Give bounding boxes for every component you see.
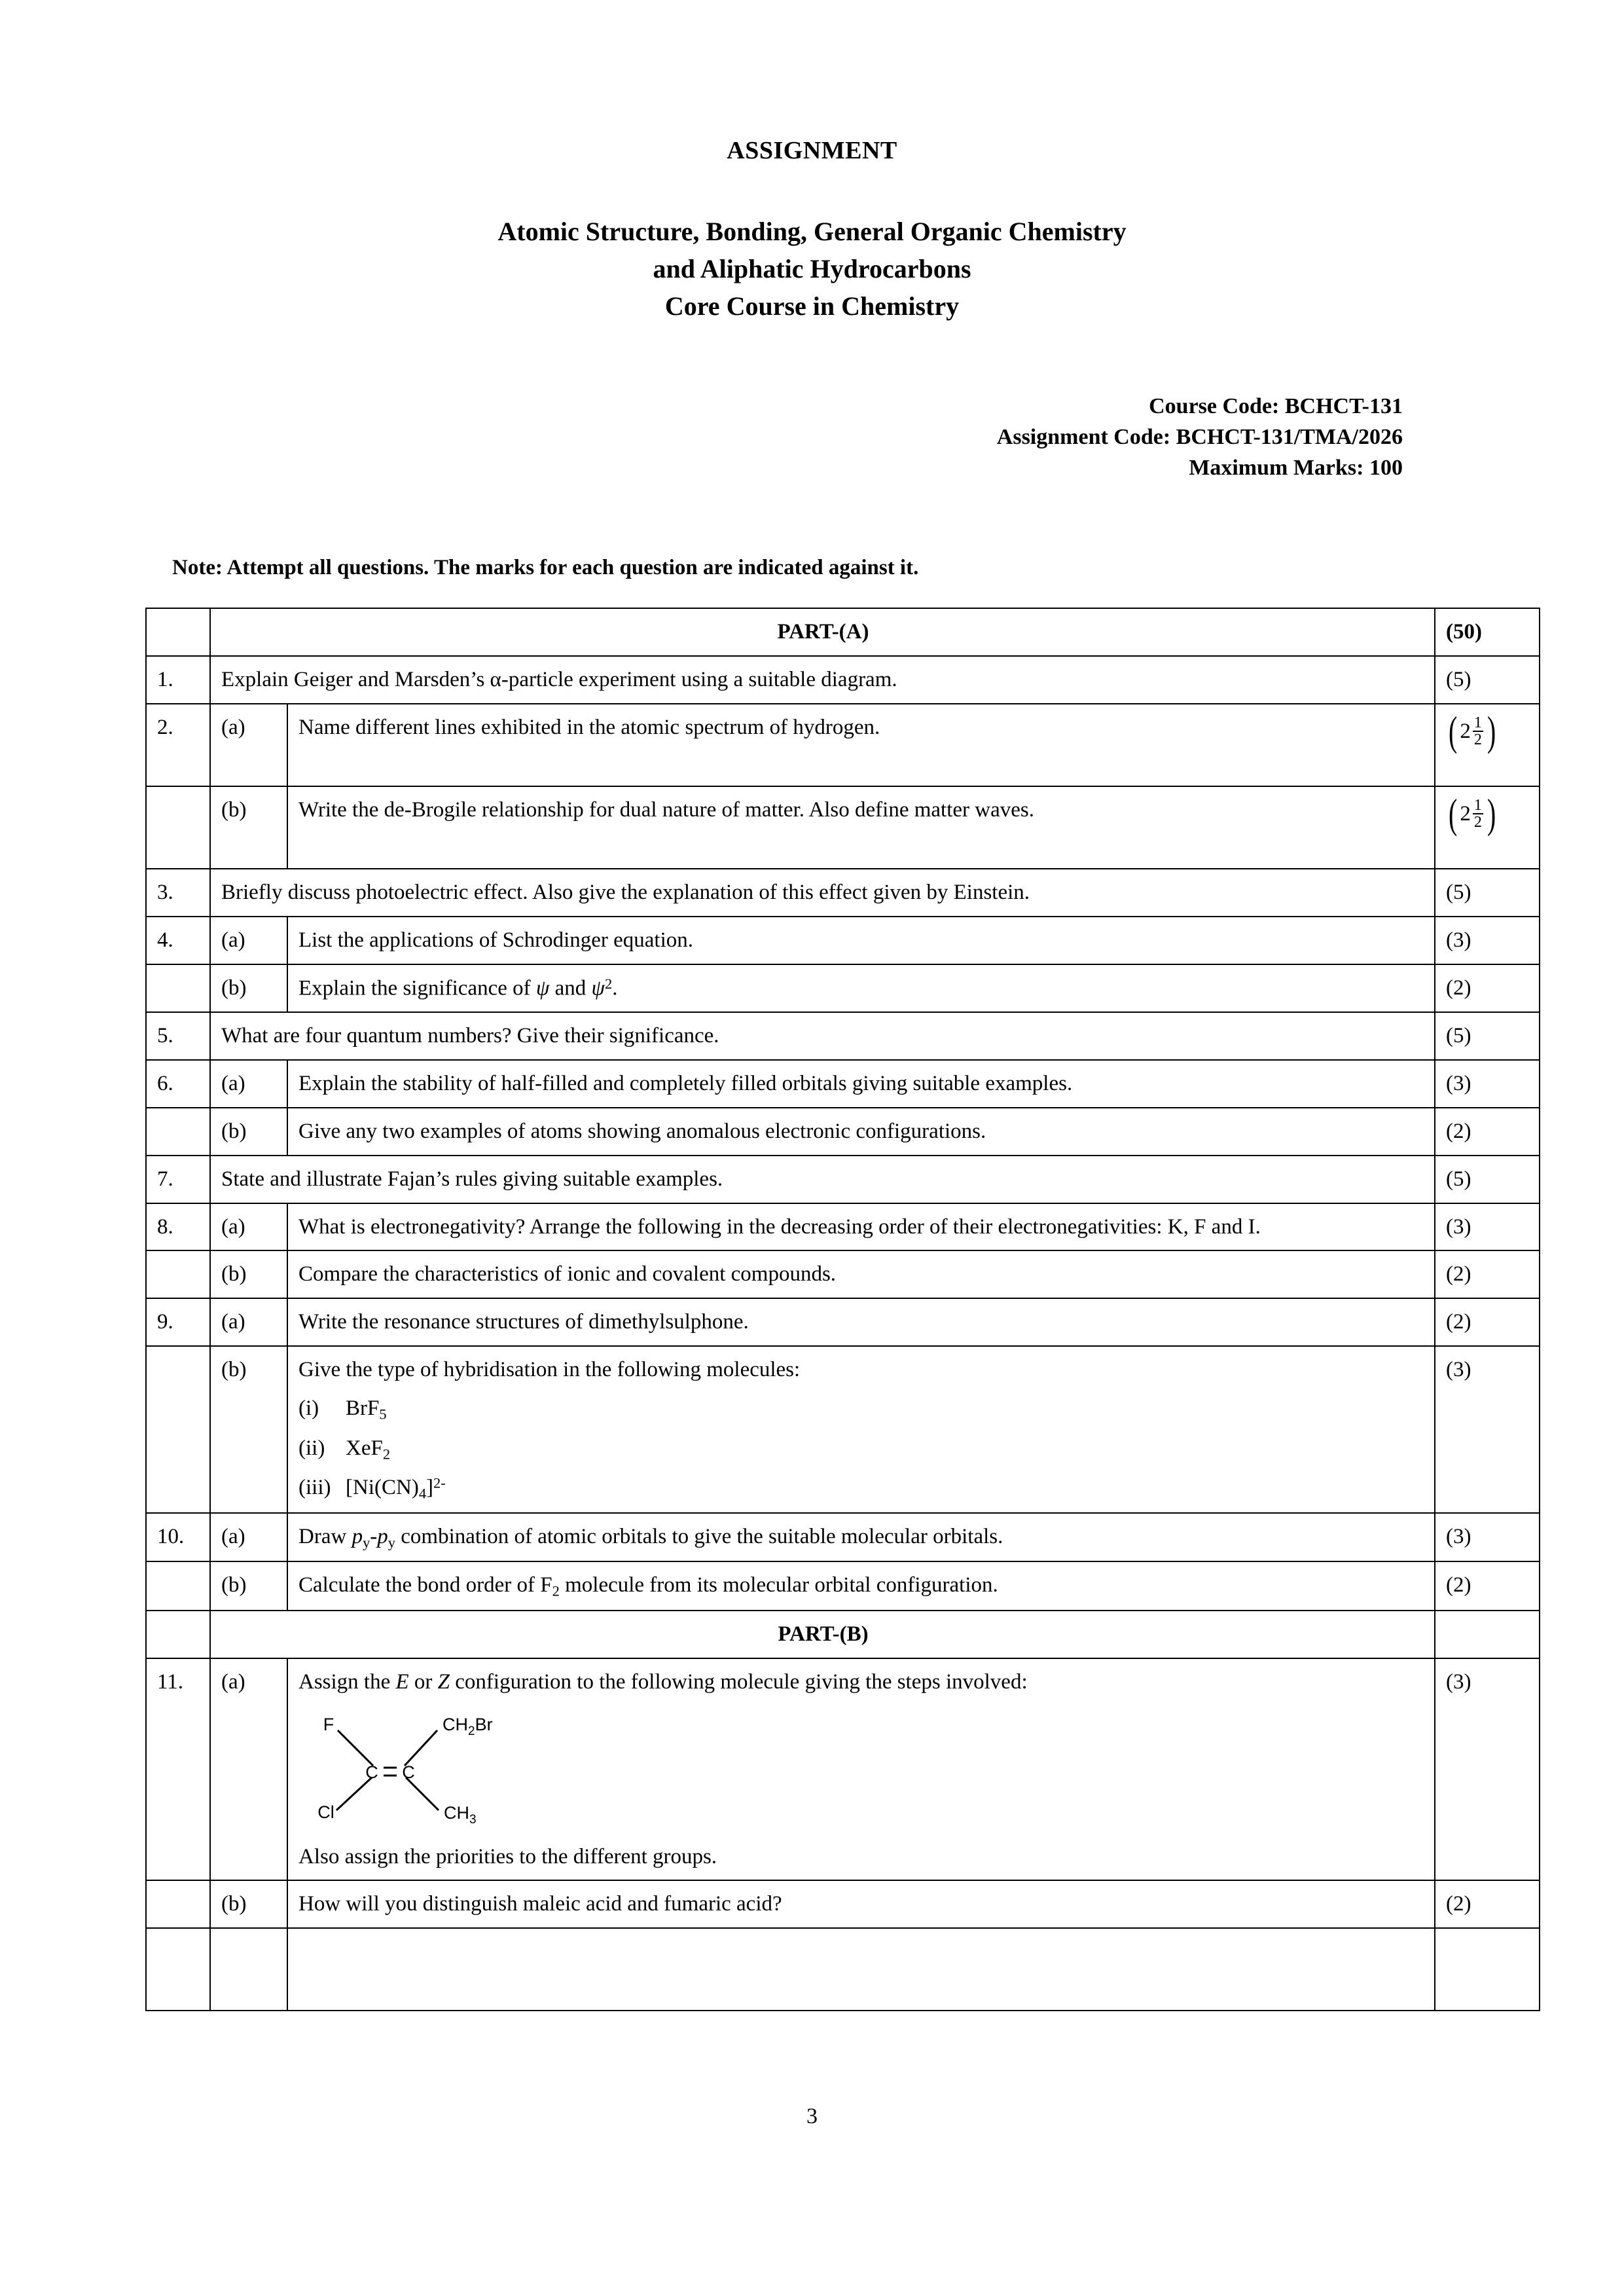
question-marks: (5) xyxy=(1435,869,1540,917)
question-subpart-label: (b) xyxy=(210,1250,287,1298)
carbon-left-label: C xyxy=(365,1762,378,1782)
text-fragment: or xyxy=(408,1669,438,1694)
question-marks: (2) xyxy=(1435,1250,1540,1298)
text-fragment: . xyxy=(612,976,618,1000)
cell-empty xyxy=(146,1880,210,1928)
molecule-list xyxy=(298,1394,1425,1503)
table-row xyxy=(146,1658,1540,1881)
cell-empty xyxy=(146,1928,210,2011)
text-fragment: Calculate the bond order of F xyxy=(298,1573,552,1597)
paren-open: ( xyxy=(1449,790,1458,837)
molecule-formula: BrF$_5$ xyxy=(346,1396,387,1423)
questions-table xyxy=(145,608,1540,2011)
question-marks: (5) xyxy=(1435,656,1540,704)
question-subpart-label: (b) xyxy=(210,1108,287,1156)
ch3-label: $CH_3$ xyxy=(444,1802,477,1827)
question-text: Give any two examples of atoms showing anomalous electronic configurations. xyxy=(287,1108,1435,1156)
cell-empty xyxy=(146,1346,210,1513)
molecule-list-item xyxy=(298,1474,1425,1503)
molecule-item-label: (i) xyxy=(298,1396,319,1421)
chlorine-label: Cl xyxy=(317,1802,334,1822)
psi-symbol: ψ xyxy=(591,976,605,1000)
mixed-number-marks xyxy=(1446,708,1498,755)
question-marks: (3) xyxy=(1435,1346,1540,1513)
text-fragment: - xyxy=(370,1524,378,1548)
maximum-marks: Maximum Marks: 100 xyxy=(1189,456,1403,481)
text-fragment: and xyxy=(549,976,592,1000)
assignment-heading: ASSIGNMENT xyxy=(727,137,897,164)
course-title-line-2: and Aliphatic Hydrocarbons xyxy=(653,253,971,283)
question-text: Explain Geiger and Marsden’s α-particle experiment using a suitable diagram. xyxy=(210,656,1435,704)
table-row xyxy=(146,917,1540,964)
question-text: Name different lines exhibited in the atomic spectrum of hydrogen. xyxy=(287,704,1435,786)
question-number: 2. xyxy=(146,704,210,786)
part-a-marks: (50) xyxy=(1435,608,1540,656)
question-marks: (3) xyxy=(1435,1203,1540,1251)
question-number: 6. xyxy=(146,1060,210,1108)
fraction xyxy=(1471,715,1485,748)
bond-cl xyxy=(336,1777,372,1810)
question-subpart-label: (b) xyxy=(210,964,287,1012)
question-text: Write the de-Brogile relationship for dual nature of matter. Also define matter waves. xyxy=(287,786,1435,869)
question-subpart-label: (a) xyxy=(210,917,287,964)
question-number: 9. xyxy=(146,1298,210,1346)
question-number: 11. xyxy=(146,1658,210,1881)
paren-close: ) xyxy=(1487,708,1496,755)
question-stem xyxy=(298,1668,1425,1696)
orbital-symbol: p xyxy=(377,1524,388,1548)
text-fragment: Draw xyxy=(298,1524,352,1548)
paren-open: ( xyxy=(1449,708,1458,755)
question-number: 10. xyxy=(146,1513,210,1561)
question-marks xyxy=(1435,704,1540,786)
text-fragment: Explain the significance of xyxy=(298,976,536,1000)
part-a-label: PART-(A) xyxy=(210,608,1435,656)
question-number: 7. xyxy=(146,1156,210,1203)
table-row xyxy=(146,1203,1540,1251)
table-row-part-a-header xyxy=(146,608,1540,656)
table-row xyxy=(146,869,1540,917)
alkene-structure-svg xyxy=(309,1712,584,1830)
psi-superscript: 2 xyxy=(605,975,613,992)
question-marks: (2) xyxy=(1435,1880,1540,1928)
paren-close: ) xyxy=(1487,790,1496,837)
fraction-denominator: 2 xyxy=(1473,731,1482,749)
text-fragment: Assign the xyxy=(298,1669,396,1694)
fraction xyxy=(1471,797,1485,831)
cell-empty xyxy=(146,1108,210,1156)
question-marks: (2) xyxy=(1435,1561,1540,1610)
question-marks: (5) xyxy=(1435,1156,1540,1203)
cell-empty xyxy=(1435,1611,1540,1658)
question-text: Explain the stability of half-filled and completely filled orbitals giving suitable examples. xyxy=(287,1060,1435,1108)
marks-whole: 2 xyxy=(1460,801,1471,826)
molecule-list-item xyxy=(298,1394,1425,1423)
question-marks: (3) xyxy=(1435,1658,1540,1881)
question-text: List the applications of Schrodinger equation. xyxy=(287,917,1435,964)
cell-empty xyxy=(287,1928,1435,2011)
instructions-note: Note: Attempt all questions. The marks for each question are indicated against it. xyxy=(172,556,919,580)
question-number: 3. xyxy=(146,869,210,917)
e-configuration-label: E xyxy=(395,1669,409,1694)
question-marks: (3) xyxy=(1435,1060,1540,1108)
question-marks: (3) xyxy=(1435,917,1540,964)
question-subpart-label: (b) xyxy=(210,786,287,869)
table-row-part-b-header xyxy=(146,1611,1540,1658)
fraction-numerator: 1 xyxy=(1473,796,1482,814)
question-text xyxy=(287,1513,1435,1561)
question-subpart-label: (b) xyxy=(210,1346,287,1513)
question-text: How will you distinguish maleic acid and fumaric acid? xyxy=(287,1880,1435,1928)
molecule-formula: $[Ni(CN)_4]^{2-}$ xyxy=(346,1474,446,1502)
table-row xyxy=(146,1108,1540,1156)
marks-whole: 2 xyxy=(1460,719,1471,743)
table-row xyxy=(146,1012,1540,1060)
cell-empty xyxy=(146,786,210,869)
cell-empty xyxy=(146,1611,210,1658)
question-number: 8. xyxy=(146,1203,210,1251)
fraction-numerator: 1 xyxy=(1473,714,1482,731)
course-title xyxy=(0,165,1624,325)
fraction-denominator: 2 xyxy=(1473,814,1482,831)
question-marks: (3) xyxy=(1435,1513,1540,1561)
course-code: Course Code: BCHCT-131 xyxy=(1149,394,1403,419)
question-number: 4. xyxy=(146,917,210,964)
table-row xyxy=(146,1156,1540,1203)
table-row xyxy=(146,1561,1540,1610)
question-stem: Give the type of hybridisation in the following molecules: xyxy=(298,1358,801,1382)
course-meta-block xyxy=(0,325,1624,484)
question-text xyxy=(287,1346,1435,1513)
part-b-label: PART-(B) xyxy=(210,1611,1435,1658)
table-row xyxy=(146,786,1540,869)
table-row xyxy=(146,1346,1540,1513)
bond-ch3 xyxy=(406,1777,439,1810)
question-subpart-label: (a) xyxy=(210,1203,287,1251)
table-row xyxy=(146,1250,1540,1298)
question-subpart-label: (b) xyxy=(210,1880,287,1928)
question-marks: (2) xyxy=(1435,1298,1540,1346)
psi-symbol: ψ xyxy=(535,976,550,1000)
course-title-line-3: Core Course in Chemistry xyxy=(664,291,960,321)
question-marks: (2) xyxy=(1435,964,1540,1012)
cell-empty xyxy=(146,964,210,1012)
molecule-formula: XeF$_2$ xyxy=(346,1436,391,1462)
question-text xyxy=(287,1658,1435,1881)
question-marks: (2) xyxy=(1435,1108,1540,1156)
question-text: What are four quantum numbers? Give their significance. xyxy=(210,1012,1435,1060)
table-row xyxy=(146,1880,1540,1928)
table-row-blank xyxy=(146,1928,1540,2011)
text-fragment: molecule from its molecular orbital configuration. xyxy=(559,1573,998,1597)
orbital-subscript: y xyxy=(363,1534,370,1551)
cell-empty xyxy=(146,1250,210,1298)
question-subpart-label: (a) xyxy=(210,1658,287,1881)
ch2br-label: $CH_2Br$ xyxy=(442,1714,493,1738)
carbon-right-label: C xyxy=(402,1762,415,1782)
question-subpart-label: (b) xyxy=(210,1561,287,1610)
question-text: Compare the characteristics of ionic and covalent compounds. xyxy=(287,1250,1435,1298)
bond-ch2br xyxy=(405,1730,437,1766)
question-text: Write the resonance structures of dimethylsulphone. xyxy=(287,1298,1435,1346)
formula-subscript: 2 xyxy=(552,1582,560,1599)
orbital-symbol: p xyxy=(352,1524,363,1548)
question-text: Briefly discuss photoelectric effect. Also give the explanation of this effect given by Einstein. xyxy=(210,869,1435,917)
molecule-item-label: (ii) xyxy=(298,1436,325,1460)
text-fragment: configuration to the following molecule giving the steps involved: xyxy=(450,1669,1028,1694)
cell-empty xyxy=(210,1928,287,2011)
question-text: State and illustrate Fajan’s rules giving suitable examples. xyxy=(210,1156,1435,1203)
cell-empty xyxy=(146,608,210,656)
table-row xyxy=(146,1513,1540,1561)
table-row xyxy=(146,704,1540,786)
question-number: 5. xyxy=(146,1012,210,1060)
question-text: What is electronegativity? Arrange the following in the decreasing order of their electronegativities: K, F and I. xyxy=(287,1203,1435,1251)
molecule-item-label: (iii) xyxy=(298,1476,331,1500)
question-text xyxy=(287,964,1435,1012)
mixed-number-marks xyxy=(1446,790,1498,837)
bond-f xyxy=(338,1730,373,1766)
table-row xyxy=(146,1060,1540,1108)
table-row xyxy=(146,1298,1540,1346)
alkene-structure-diagram xyxy=(309,1712,1425,1830)
question-marks: (5) xyxy=(1435,1012,1540,1060)
table-row xyxy=(146,656,1540,704)
question-marks xyxy=(1435,786,1540,869)
assignment-code: Assignment Code: BCHCT-131/TMA/2026 xyxy=(996,425,1403,450)
question-subpart-label: (a) xyxy=(210,1060,287,1108)
question-subpart-label: (a) xyxy=(210,1298,287,1346)
page-number: 3 xyxy=(806,2104,818,2128)
cell-empty xyxy=(146,1561,210,1610)
question-closing-text: Also assign the priorities to the different groups. xyxy=(298,1844,717,1868)
z-configuration-label: Z xyxy=(437,1669,450,1694)
table-row xyxy=(146,964,1540,1012)
course-title-line-1: Atomic Structure, Bonding, General Organic Chemistry xyxy=(497,217,1127,246)
orbital-subscript: y xyxy=(388,1534,395,1551)
fluorine-label: F xyxy=(323,1714,334,1734)
question-number: 1. xyxy=(146,656,210,704)
question-text xyxy=(287,1561,1435,1610)
molecule-list-item xyxy=(298,1434,1425,1463)
question-subpart-label: (a) xyxy=(210,704,287,786)
cell-empty xyxy=(1435,1928,1540,2011)
question-subpart-label: (a) xyxy=(210,1513,287,1561)
text-fragment: combination of atomic orbitals to give the suitable molecular orbitals. xyxy=(395,1524,1003,1548)
